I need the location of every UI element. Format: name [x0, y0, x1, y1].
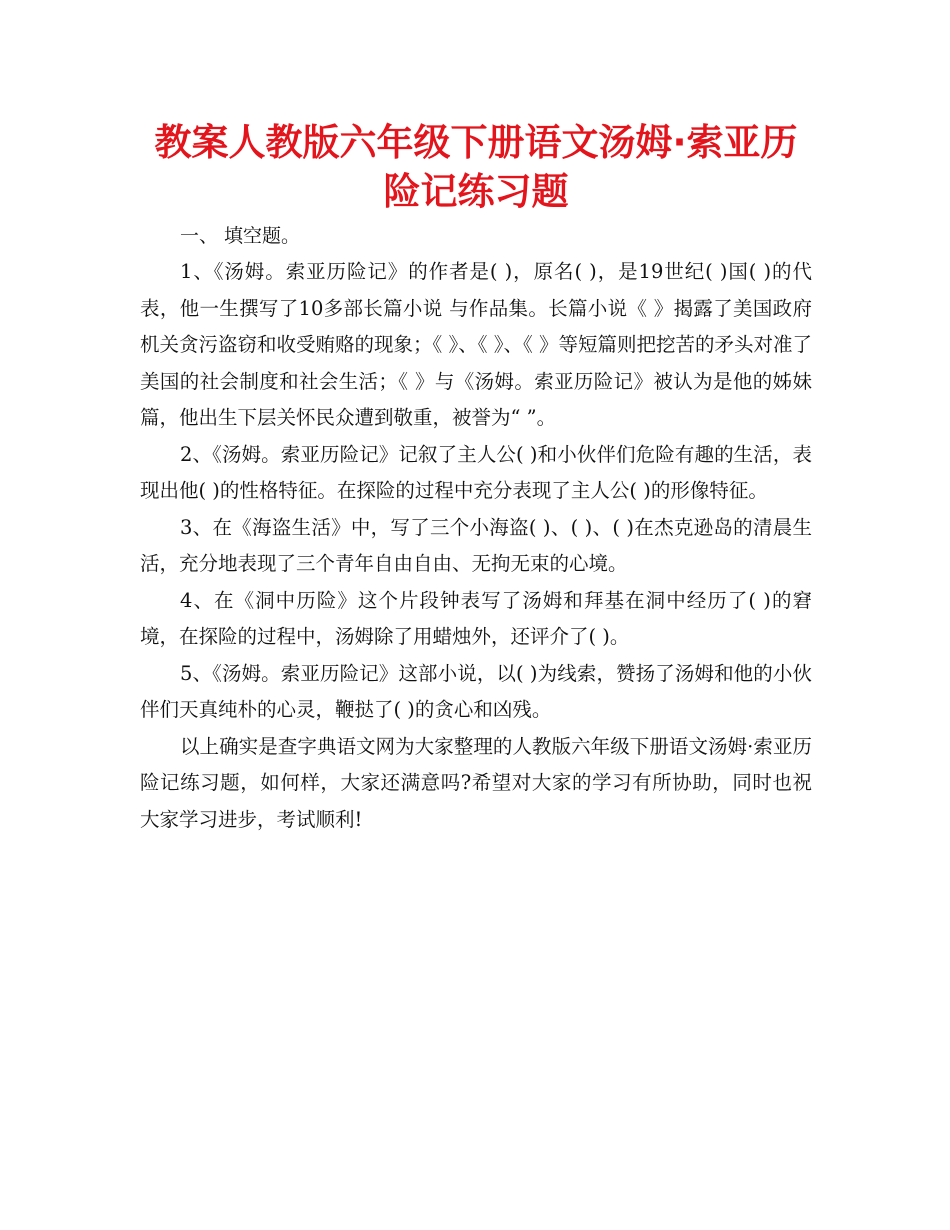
- document-title: 教案人教版六年级下册语文汤姆·索亚历险记练习题: [154, 121, 798, 213]
- closing-paragraph: 以上确实是查字典语文网为大家整理的人教版六年级下册语文汤姆·索亚历险记练习题，如何样，大家还满意吗?希望对大家的学习有所协助，同时也祝大家学习进步，考试顺利!: [140, 734, 812, 831]
- question-paragraph-1: 1、《汤姆。索亚历险记》的作者是( )，原名( )，是19世纪( )国( )的代表，他一生撰写了10多部长篇小说 与作品集。长篇小说《 》揭露了美国政府机关贪污盗窃和收受贿赂的现象；《 》、《 》、《 》等短篇则把挖苦的矛头对准了美国的社会制度和社会生活；《 》与《汤姆。索亚历险记》被认为是他的姊妹篇，他出生下层关怀民众遭到敬重，被誉为“ ”。: [140, 260, 812, 429]
- question-paragraph-4: 4、在《洞中历险》这个片段钟表写了汤姆和拜基在洞中经历了( )的窘境，在探险的过程中，汤姆除了用蜡烛外，还评介了( )。: [140, 588, 812, 648]
- question-paragraph-5: 5、《汤姆。索亚历险记》这部小说，以( )为线索，赞扬了汤姆和他的小伙伴们天真纯朴的心灵，鞭挞了( )的贪心和凶残。: [140, 661, 812, 721]
- document-page: [140, 118, 812, 838]
- question-paragraph-3: 3、在《海盗生活》中，写了三个小海盗( )、( )、( )在杰克逊岛的清晨生活，充分地表现了三个青年自由自由、无拘无束的心境。: [140, 515, 812, 575]
- section-heading: 一、 填空题。: [180, 225, 301, 247]
- question-paragraph-2: 2、《汤姆。索亚历险记》记叙了主人公( )和小伙伴们危险有趣的生活，表现出他( )的性格特征。在探险的过程中充分表现了主人公( )的形像特征。: [140, 442, 812, 502]
